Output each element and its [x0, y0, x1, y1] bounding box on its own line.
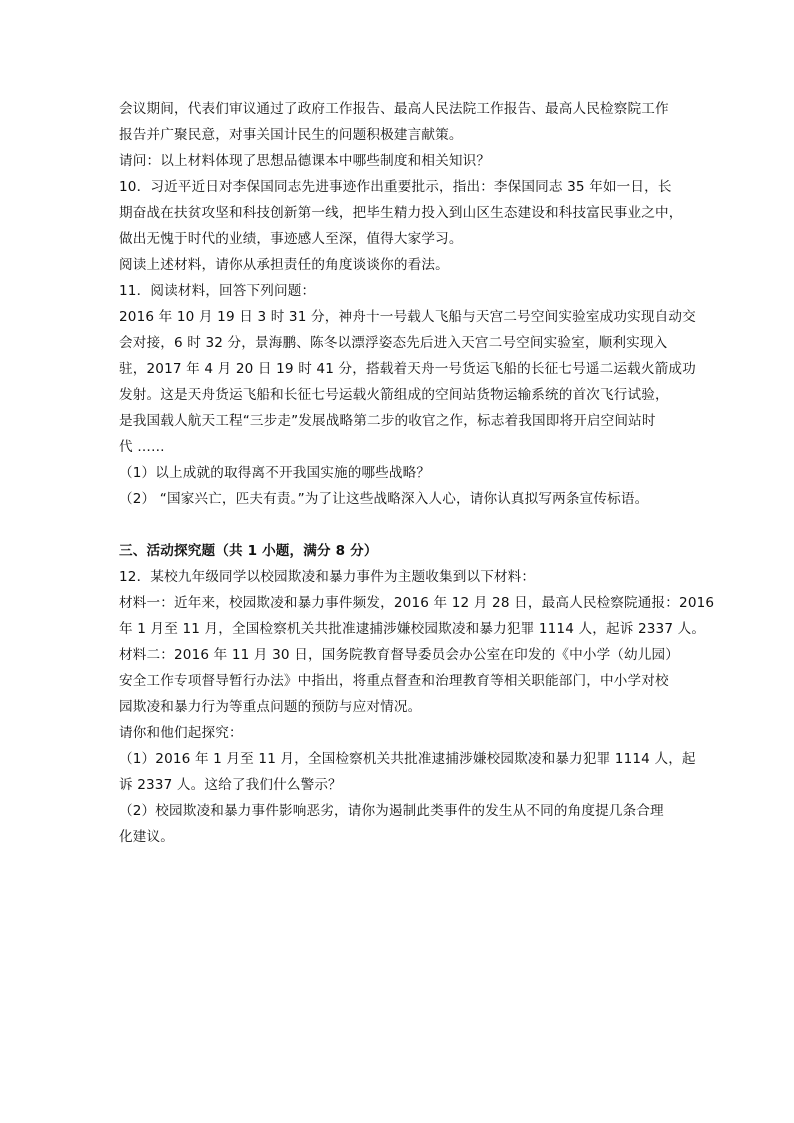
- q10-line-3: 做出无愧于时代的业绩，事迹感人至深，值得大家学习。: [119, 231, 463, 247]
- q12-material1-line-2: 年 1 月至 11 月，全国检察机关共批准逮捕涉嫌校园欺凌和暴力犯罪 1114 人，起诉 2337 人。: [119, 621, 706, 637]
- q11-material-line-3: 驻，2017 年 4 月 20 日 19 时 41 分，搭载着天舟一号货运飞船的长征七号遥二运载火箭成功: [119, 361, 696, 377]
- q12-subquestion-2-line-1: （2）校园欺凌和暴力事件影响恶劣，请你为遏制此类事件的发生从不同的角度提几条合理: [119, 803, 664, 819]
- q11-heading: 11．阅读材料，回答下列问题：: [119, 283, 316, 299]
- q11-material-line-1: 2016 年 10 月 19 日 3 时 31 分，神舟十一号载人飞船与天宫二号空间实验室成功实现自动交: [119, 309, 696, 325]
- q12-material2-line-1: 材料二：2016 年 11 月 30 日，国务院教育督导委员会办公室在印发的《中小学（幼儿园）: [119, 647, 680, 663]
- section-3-title: 三、活动探究题（共 1 小题，满分 8 分）: [119, 543, 378, 559]
- intro-line-2: 报告并广聚民意，对事关国计民生的问题积极建言献策。: [119, 127, 463, 143]
- q10-line-2: 期奋战在扶贫攻坚和科技创新第一线，把毕生精力投入到山区生态建设和科技富民事业之中，: [119, 205, 683, 221]
- q11-subquestion-2: （2） “国家兴亡，匹夫有责。”为了让这些战略深入人心，请你认真拟写两条宣传标语。: [119, 491, 649, 507]
- q12-subquestion-1-line-2: 诉 2337 人。这给了我们什么警示？: [119, 777, 342, 793]
- intro-question: 请问：以上材料体现了思想品德课本中哪些制度和相关知识？: [119, 153, 491, 169]
- q12-heading: 12．某校九年级同学以校园欺凌和暴力事件为主题收集到以下材料：: [119, 569, 536, 585]
- q12-material2-line-2: 安全工作专项督导暂行办法》中指出，将重点督查和治理教育等相关职能部门，中小学对校: [119, 673, 669, 689]
- q12-explore-prompt: 请你和他们起探究：: [119, 725, 243, 741]
- q11-material-line-4: 发射。这是天舟货运飞船和长征七号运载火箭组成的空间站货物运输系统的首次飞行试验，: [119, 387, 669, 403]
- q10-line-1: 10．习近平近日对李保国同志先进事迹作出重要批示，指出：李保国同志 35 年如一日，长: [119, 179, 672, 195]
- q12-subquestion-1-line-1: （1）2016 年 1 月至 11 月，全国检察机关共批准逮捕涉嫌校园欺凌和暴力犯罪 1114 人，起: [119, 751, 696, 767]
- q10-prompt: 阅读上述材料，请你从承担责任的角度谈谈你的看法。: [119, 257, 449, 273]
- q11-material-line-5: 是我国载人航天工程“三步走”发展战略第二步的收官之作，标志着我国即将开启空间站时: [119, 413, 656, 429]
- q11-material-line-2: 会对接，6 时 32 分，景海鹏、陈冬以漂浮姿态先后进入天宫二号空间实验室，顺利实现入: [119, 335, 668, 351]
- q12-material2-line-3: 园欺凌和暴力行为等重点问题的预防与应对情况。: [119, 699, 422, 715]
- section-spacer: [119, 512, 679, 538]
- q12-material1-line-1: 材料一：近年来，校园欺凌和暴力事件频发，2016 年 12 月 28 日，最高人民检察院通报：2016: [119, 595, 715, 611]
- intro-line-1: 会议期间，代表们审议通过了政府工作报告、最高人民法院工作报告、最高人民检察院工作: [119, 101, 669, 117]
- document-body: [119, 96, 715, 850]
- q12-subquestion-2-line-2: 化建议。: [119, 829, 174, 845]
- q11-subquestion-1: （1）以上成就的取得离不开我国实施的哪些战略？: [119, 465, 431, 481]
- q11-material-line-6: 代 ……: [119, 439, 165, 455]
